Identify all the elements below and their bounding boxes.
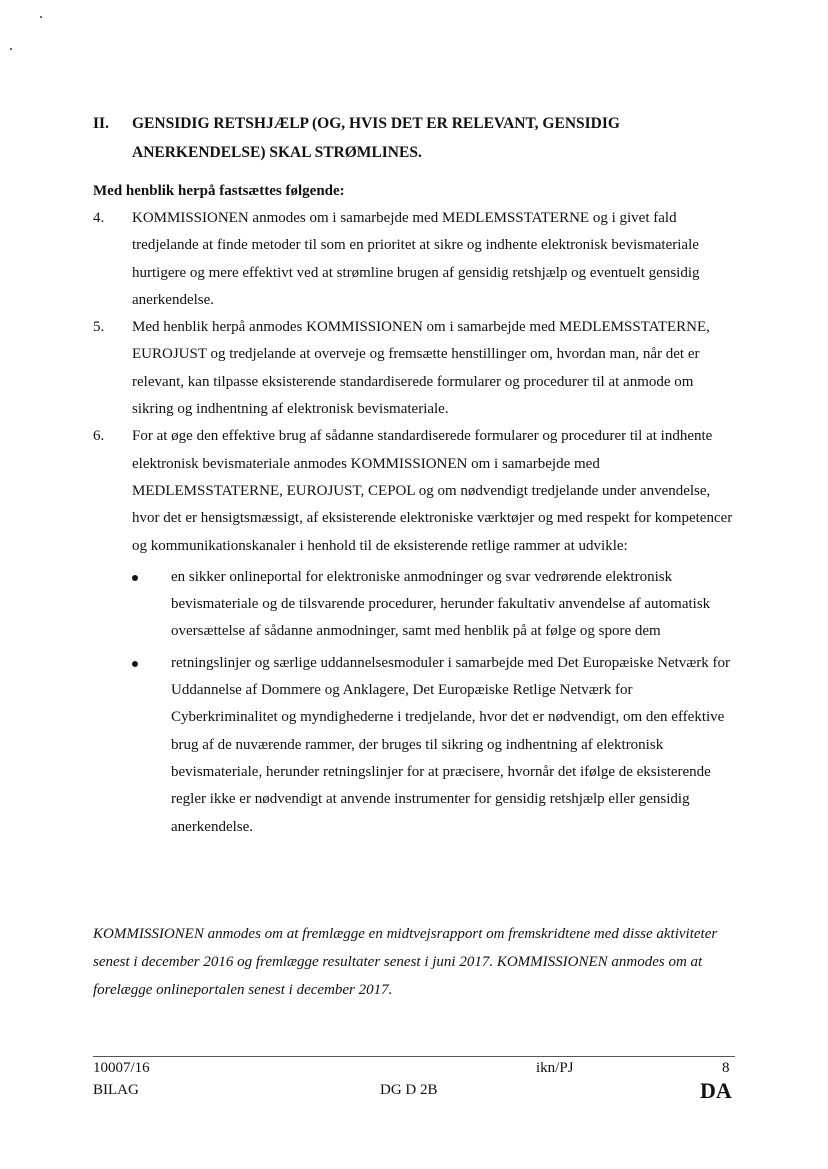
numbered-list: [93, 205, 738, 841]
bullet-item: [132, 564, 738, 646]
bullet-list: [132, 564, 738, 841]
annex-label: BILAG: [93, 1082, 139, 1098]
item-number: 6.: [93, 428, 105, 445]
bullet-item: [132, 650, 738, 841]
page-number: 8: [722, 1060, 730, 1076]
scan-speck: [40, 16, 42, 18]
item-number: 4.: [93, 210, 105, 226]
footer-divider: [93, 1056, 735, 1057]
reference-code: ikn/PJ: [536, 1060, 574, 1076]
list-item: [93, 314, 738, 423]
item-text: Med henblik herpå anmodes KOMMISSIONEN om i samarbejde med MEDLEMSSTATERNE, EUROJUST og tredjelande at overveje og fremsætte henstillinger om, hvordan man, når det er relevant, kan tilpasse eksisterende standardiserede formularer og procedurer til at anmode om sikring og indhentning af elektronisk bevismateriale.: [132, 319, 710, 418]
closing-paragraph: KOMMISSIONEN anmodes om at fremlægge en midtvejsrapport om fremskridtene med disse aktiviteter senest i december 2016 og fremlægge resultater senest i juni 2017. KOMMISSIONEN anmodes om at forelægge onlineportalen senest i december 2017.: [93, 926, 718, 998]
list-item: [93, 423, 738, 840]
bullet-icon: [132, 575, 138, 581]
bullet-text: en sikker onlineportal for elektroniske anmodninger og svar vedrørende elektronisk bevismateriale og de tilsvarende procedurer, herunder fakultativ anvendelse af automatisk oversættelse af sådanne anmodninger, samt med henblik på at følge og spore dem: [171, 568, 711, 640]
bullet-text: retningslinjer og særlige uddannelsesmoduler i samarbejde med Det Europæiske Netværk for Uddannelse af Dommere og Anklagere, Det Europæiske Retlige Netværk for Cyberkriminalitet og myndighederne i tredjelande, hvor det er nødvendigt, om den effektive brug af de nuværende rammer, der bruges til sikring og indhentning af elektronisk bevismateriale, herunder retningslinjer for at præcisere, hvornår det ifølge de eksisterende regler ikke er nødvendigt at anvende instrumenter for gensidig retshjælp eller gensidig anerkendelse.: [171, 654, 731, 835]
bullet-icon: [132, 661, 138, 667]
document-number: 10007/16: [93, 1060, 150, 1076]
scan-speck: [10, 48, 12, 50]
item-text: For at øge den effektive brug af sådanne standardiserede formularer og procedurer til at indhente elektronisk bevismateriale anmodes KOMMISSIONEN om i samarbejde med MEDLEMSSTATERNE, EUROJUST, CEPOL og om nødvendigt tredjelande under anvendelse, hvor det er hensigtsmæssigt, af eksisterende elektroniske værktøjer og med respekt for kompetencer og kommunikationskanaler i henhold til de eksisterende retlige rammer at udvikle:: [132, 428, 733, 554]
list-item: [93, 205, 738, 314]
directorate-code: DG D 2B: [380, 1082, 438, 1098]
item-number: 5.: [93, 319, 105, 336]
intro-text: Med henblik herpå fastsættes følgende:: [93, 183, 345, 199]
section-number: II.: [93, 115, 109, 132]
section-title: GENSIDIG RETSHJÆLP (OG, HVIS DET ER RELEVANT, GENSIDIG ANERKENDELSE) SKAL STRØMLINES.: [132, 115, 620, 161]
language-code: DA: [700, 1078, 732, 1103]
item-text: KOMMISSIONEN anmodes om i samarbejde med MEDLEMSSTATERNE og i givet fald tredjelande at finde metoder til som en prioritet at sikre og indhente elektronisk bevismateriale hurtigere og mere effektivt ved at strømline brugen af gensidig retshjælp og eventuelt gensidig anerkendelse.: [132, 210, 700, 308]
section-heading: [93, 109, 733, 167]
